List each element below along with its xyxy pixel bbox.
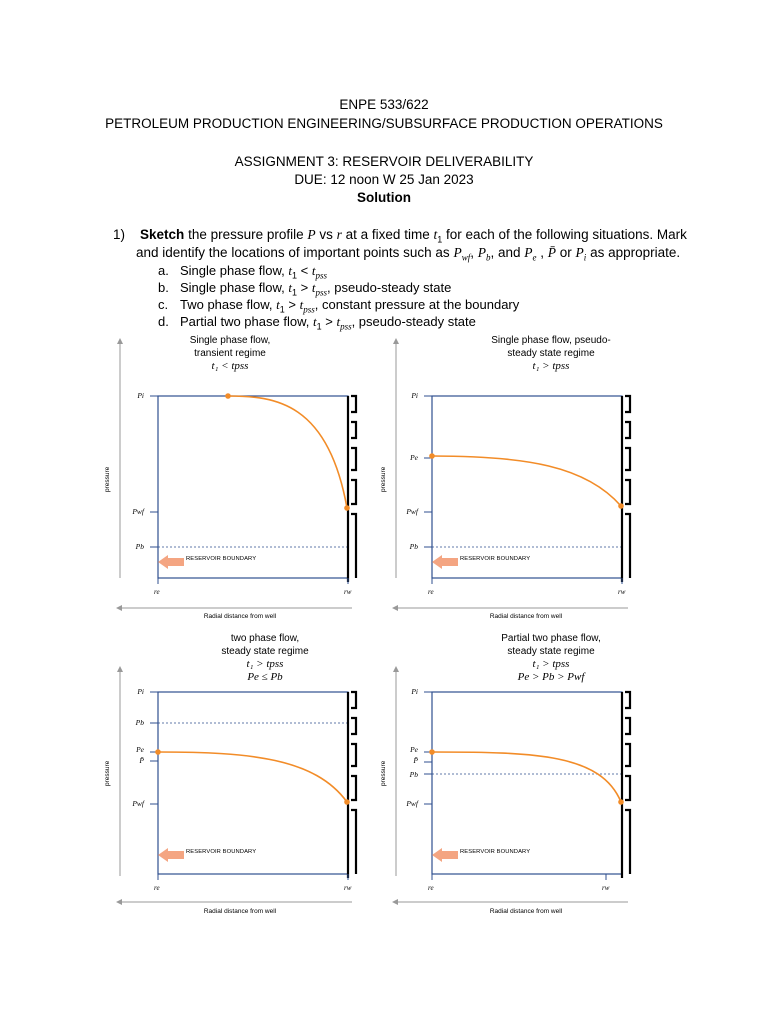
- curve-point: [618, 503, 624, 509]
- label-pi: Pi: [411, 391, 418, 400]
- label-pb: Pb: [135, 542, 144, 551]
- curve-point: [225, 393, 231, 399]
- label-pi: Pi: [137, 391, 144, 400]
- list-item: d. Partial two phase flow, $t_1 > t_{pss}$, pseudo-steady state: [158, 314, 476, 332]
- x-axis-label: Radial distance from well: [203, 613, 277, 620]
- tick-rw: rw: [602, 884, 610, 892]
- curve-point: [429, 749, 435, 755]
- frame: [432, 692, 622, 874]
- x-axis-label: Radial distance from well: [203, 908, 277, 915]
- curve-point: [155, 749, 161, 755]
- wellbore: [622, 692, 630, 878]
- solution-heading: Solution: [357, 190, 411, 205]
- tick-re: re: [154, 884, 160, 892]
- tick-re: re: [428, 588, 434, 596]
- boundary-label: RESERVOIR BOUNDARY: [186, 849, 257, 855]
- y-axis-label: pressure: [380, 760, 387, 786]
- panel-d-title: Partial two phase flow, steady state regime t₁ > tpss Pe > Pb > Pwf: [501, 633, 601, 683]
- label-pbar: P̄: [413, 756, 418, 765]
- label-pe: Pe: [410, 453, 418, 462]
- boundary-arrow: [432, 848, 458, 862]
- curve-point: [618, 799, 624, 805]
- list-item: a. Single phase flow, $t_1 < t_{pss}$: [158, 263, 328, 281]
- assignment-title: ASSIGNMENT 3: RESERVOIR DELIVERABILITY: [234, 154, 534, 169]
- question-number: 1): [113, 227, 126, 242]
- due-date: DUE: 12 noon W 25 Jan 2023: [294, 172, 474, 187]
- curve-point: [429, 453, 435, 459]
- panel-b: [376, 330, 760, 630]
- pressure-curve: [158, 752, 347, 802]
- list-item: b. Single phase flow, $t_1 > t_{pss}$, pseudo-steady state: [158, 280, 452, 298]
- label-pb: Pb: [409, 770, 418, 779]
- course-code: ENPE 533/622: [339, 97, 429, 112]
- panel-a-plot: [100, 330, 380, 630]
- frame: [158, 396, 348, 578]
- y-axis-label: pressure: [104, 466, 111, 492]
- tick-re: re: [154, 588, 160, 596]
- x-axis-label: Radial distance from well: [489, 908, 563, 915]
- label-pwf: Pwf: [132, 799, 144, 808]
- label-pbar: P̄: [139, 756, 144, 765]
- list-item: c. Two phase flow, $t_1 > t_{pss}$, constant pressure at the boundary: [158, 297, 520, 315]
- panel-b-title: Single phase flow, pseudo- steady state regime t₁ > tpss: [491, 335, 611, 372]
- wellbore: [622, 396, 630, 582]
- x-axis-label: Radial distance from well: [489, 613, 563, 620]
- pressure-curve: [432, 752, 621, 802]
- label-pi: Pi: [137, 687, 144, 696]
- label-pwf: Pwf: [406, 507, 418, 516]
- label-pi: Pi: [411, 687, 418, 696]
- label-pb: Pb: [409, 542, 418, 551]
- y-axis-label: pressure: [104, 760, 111, 786]
- label-pe: Pe: [136, 745, 144, 754]
- panel-a-title: Single phase flow, transient regime t₁ < tpss: [189, 335, 271, 372]
- question-bold: Sketch: [140, 227, 185, 242]
- tick-rw: rw: [344, 884, 352, 892]
- pressure-curve: [432, 456, 621, 506]
- label-pwf: Pwf: [132, 507, 144, 516]
- curve-point: [344, 799, 350, 805]
- question-line-2: and identify the locations of important points such as $P_{wf}$, $P_b$, and $P_e$ , P̄ or $P_i$ as appropriate.: [136, 245, 681, 263]
- boundary-arrow: [432, 555, 458, 569]
- y-axis-label: pressure: [380, 466, 387, 492]
- label-pwf: Pwf: [406, 799, 418, 808]
- boundary-label: RESERVOIR BOUNDARY: [186, 556, 257, 562]
- pressure-curve: [228, 396, 347, 508]
- frame: [158, 692, 348, 874]
- wellbore: [348, 396, 356, 582]
- panel-d: [376, 628, 760, 928]
- tick-re: re: [428, 884, 434, 892]
- program-title: PETROLEUM PRODUCTION ENGINEERING/SUBSURFACE PRODUCTION OPERATIONS: [105, 116, 663, 131]
- boundary-label: RESERVOIR BOUNDARY: [460, 849, 531, 855]
- boundary-label: RESERVOIR BOUNDARY: [460, 556, 531, 562]
- label-pe: Pe: [410, 745, 418, 754]
- label-pb: Pb: [135, 718, 144, 727]
- wellbore: [348, 692, 356, 878]
- panel-c-title: two phase flow, steady state regime t₁ > tpss Pe ≤ Pb: [221, 633, 309, 683]
- tick-rw: rw: [618, 588, 626, 596]
- panel-b-plot: [376, 330, 656, 630]
- frame: [432, 396, 622, 578]
- curve-point: [344, 505, 350, 511]
- boundary-arrow: [158, 555, 184, 569]
- tick-rw: rw: [344, 588, 352, 596]
- boundary-arrow: [158, 848, 184, 862]
- question-line-1: 1) Sketch the pressure profile P vs r at a fixed time $t_1$ for each of the following situations. Mark: [113, 227, 687, 245]
